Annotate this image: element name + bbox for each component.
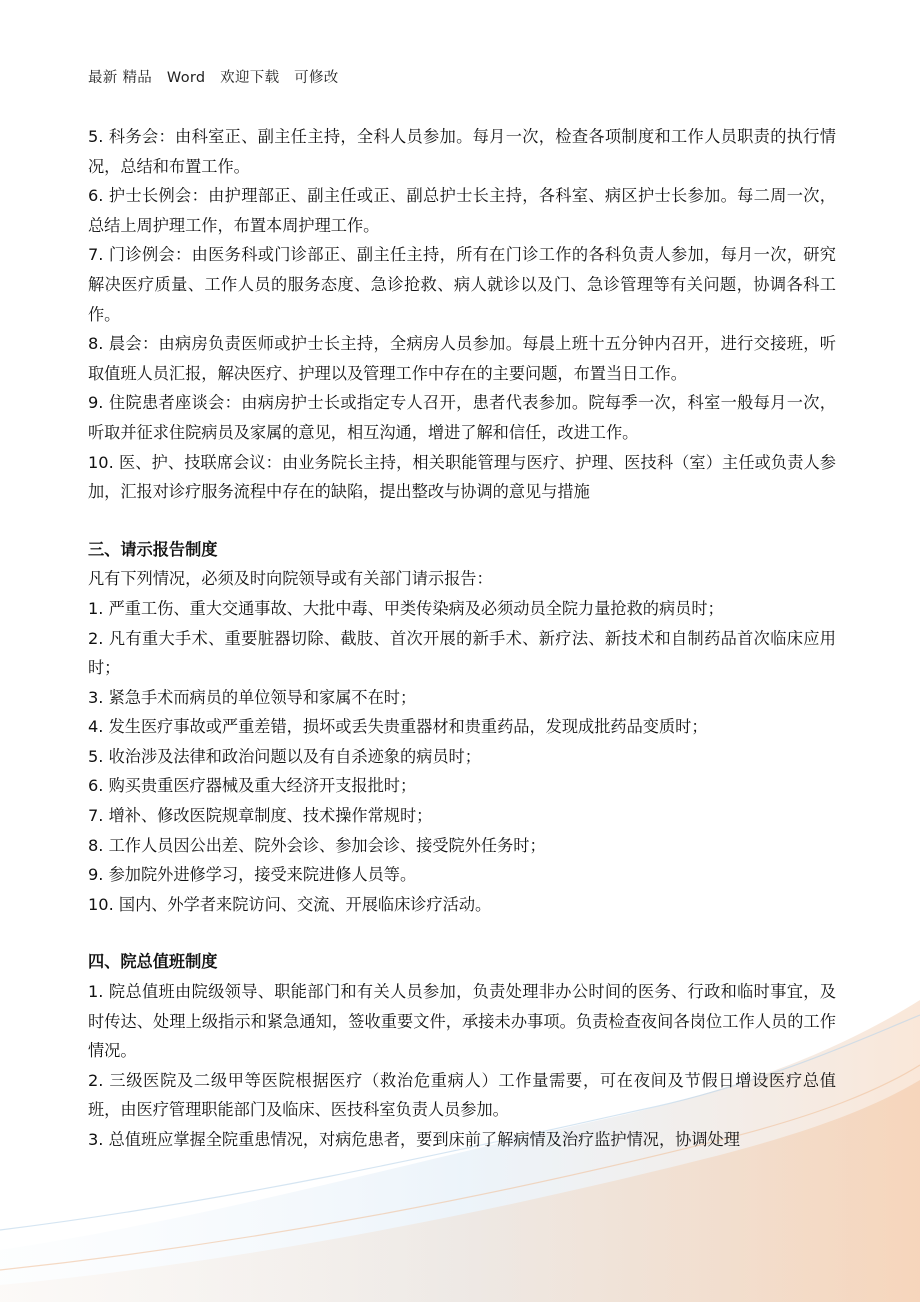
meeting-item-6: 6. 护士长例会：由护理部正、副主任或正、副总护士长主持，各科室、病区护士长参加。每二周一次，总结上周护理工作，布置本周护理工作。 [88,186,836,235]
meeting-item-9: 9. 住院患者座谈会：由病房护士长或指定专人召开，患者代表参加。院每季一次，科室一般每月一次，听取并征求住院病员及家属的意见，相互沟通，增进了解和信任，改进工作。 [88,393,836,442]
report-item: 3. 紧急手术而病员的单位领导和家属不在时； [88,687,417,707]
meeting-item-7: 7. 门诊例会：由医务科或门诊部正、副主任主持，所有在门诊工作的各科负责人参加，每月一次，研究解决医疗质量、工作人员的服务态度、急诊抢救、病人就诊以及门、急诊管理等有关问题，协调各科工作。 [88,245,836,324]
meeting-item-5: 5. 科务会：由科室正、副主任主持，全科人员参加。每月一次，检查各项制度和工作人员职责的执行情况，总结和布置工作。 [88,127,836,176]
report-item: 1. 严重工伤、重大交通事故、大批中毒、甲类传染病及必须动员全院力量抢救的病员时； [88,598,724,618]
section-heading-duty: 四、院总值班制度 [88,952,218,972]
section-gap [88,919,836,947]
document-body [88,122,836,1155]
duty-item: 1. 院总值班由院级领导、职能部门和有关人员参加，负责处理非办公时间的医务、行政和临时事宜，及时传达、处理上级指示和紧急通知，签收重要文件，承接未办事项。负责检查夜间各岗位工作人员的工作情况。 [88,982,836,1061]
report-item: 7. 增补、修改医院规章制度、技术操作常规时； [88,806,433,826]
report-item: 4. 发生医疗事故或严重差错，损坏或丢失贵重器材和贵重药品，发现成批药品变质时； [88,717,708,737]
report-item: 8. 工作人员因公出差、院外会诊、参加会诊、接受院外任务时； [88,835,546,855]
section-heading-report: 三、请示报告制度 [88,539,218,559]
report-item: 9. 参加院外进修学习，接受来院进修人员等。 [88,865,417,885]
report-item: 10. 国内、外学者来院访问、交流、开展临床诊疗活动。 [88,894,492,914]
section-intro: 凡有下列情况，必须及时向院领导或有关部门请示报告： [88,569,493,589]
report-item: 6. 购买贵重医疗器械及重大经济开支报批时； [88,776,417,796]
report-item: 5. 收治涉及法律和政治问题以及有自杀迹象的病员时； [88,746,481,766]
section-gap [88,507,836,535]
page-header: 最新 精品 Word 欢迎下载 可修改 [88,70,339,86]
meeting-item-10: 10. 医、护、技联席会议：由业务院长主持，相关职能管理与医疗、护理、医技科（室）主任或负责人参加，汇报对诊疗服务流程中存在的缺陷，提出整改与协调的意见与措施 [88,452,836,502]
duty-item: 2. 三级医院及二级甲等医院根据医疗（救治危重病人）工作量需要，可在夜间及节假日增设医疗总值班，由医疗管理职能部门及临床、医技科室负责人员参加。 [88,1070,836,1120]
duty-item: 3. 总值班应掌握全院重患情况，对病危患者，要到床前了解病情及治疗监护情况，协调处理 [88,1130,740,1149]
meeting-item-8: 8. 晨会：由病房负责医师或护士长主持，全病房人员参加。每晨上班十五分钟内召开，进行交接班，听取值班人员汇报，解决医疗、护理以及管理工作中存在的主要问题，布置当日工作。 [88,334,836,383]
report-item: 2. 凡有重大手术、重要脏器切除、截肢、首次开展的新手术、新疗法、新技术和自制药品首次临床应用时； [88,628,836,678]
